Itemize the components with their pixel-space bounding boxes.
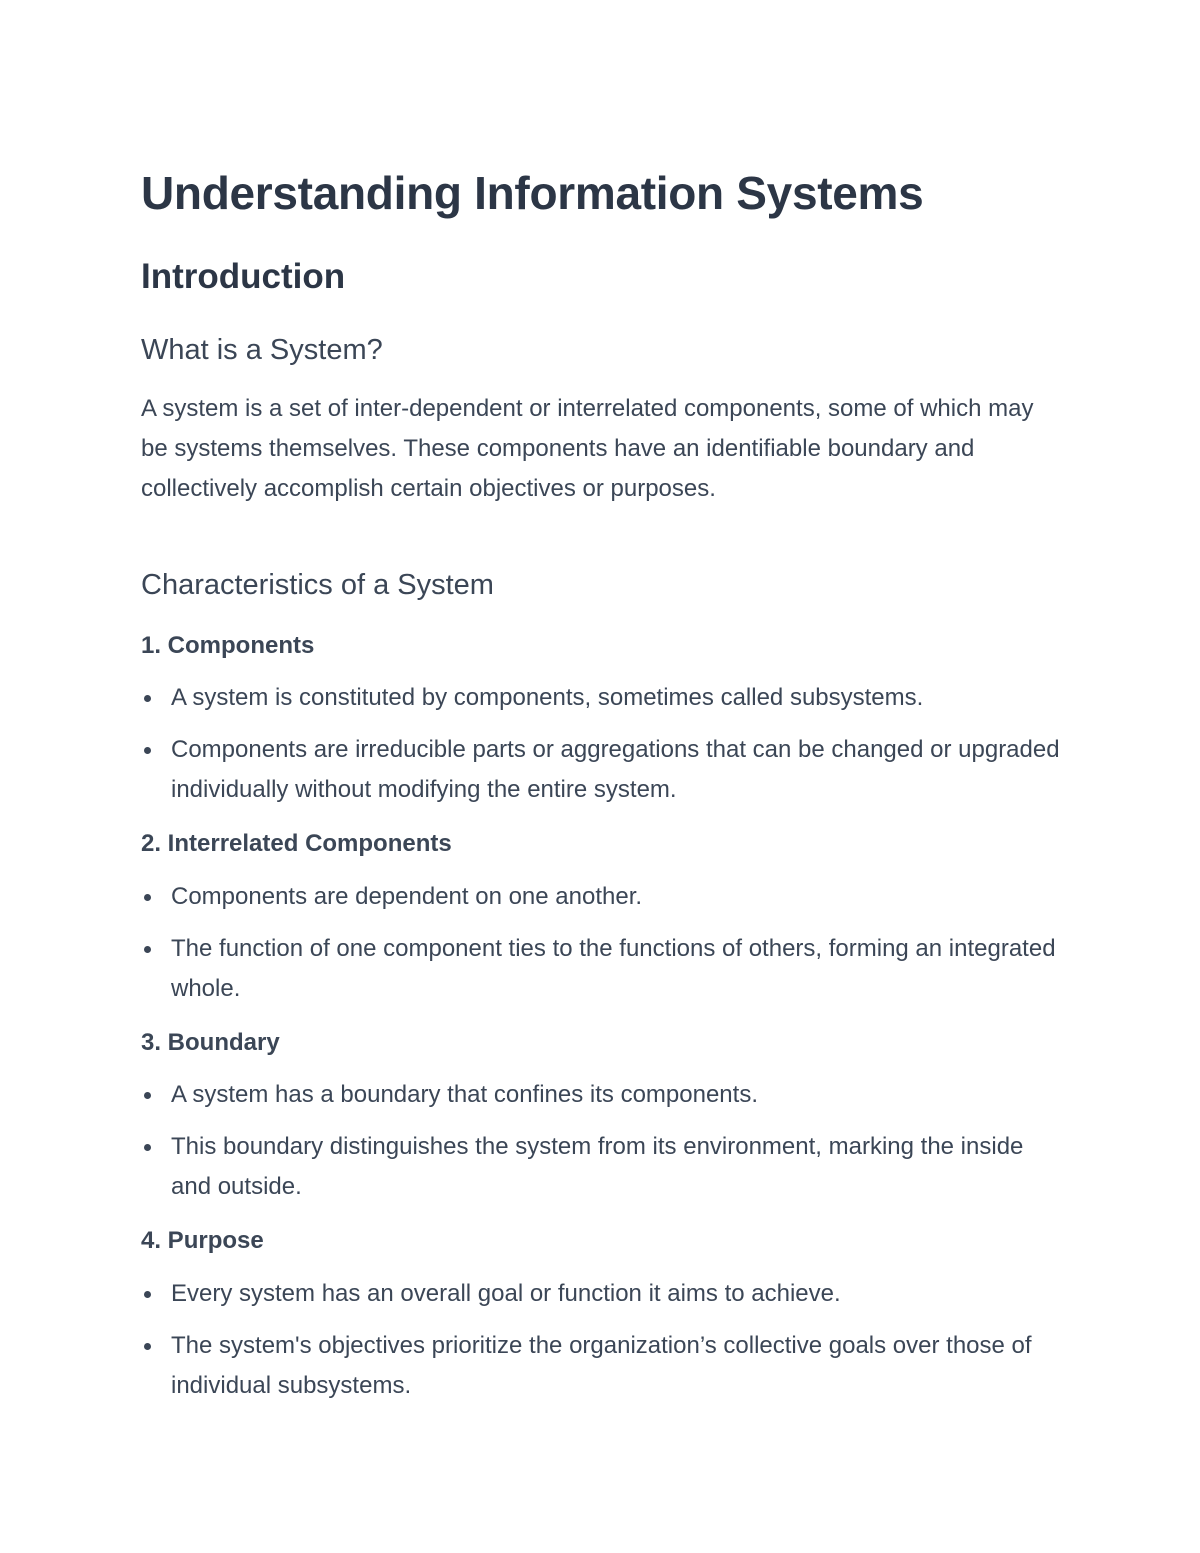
list-item: Components are dependent on one another. xyxy=(141,877,1066,917)
characteristic-list-boundary xyxy=(141,1075,1066,1219)
subsection-heading-characteristics: Characteristics of a System xyxy=(141,569,494,601)
bullet-icon xyxy=(144,747,151,754)
characteristic-list-interrelated xyxy=(141,877,1066,1021)
bullet-icon xyxy=(144,946,151,953)
characteristic-list-components xyxy=(141,678,1066,822)
bullet-icon xyxy=(144,1144,151,1151)
characteristic-heading-components: 1. Components xyxy=(141,632,315,659)
bullet-icon xyxy=(144,1291,151,1298)
list-item: A system is constituted by components, sometimes called subsystems. xyxy=(141,678,1066,718)
characteristic-heading-purpose: 4. Purpose xyxy=(141,1227,264,1254)
list-item: This boundary distinguishes the system from its environment, marking the inside and outside. xyxy=(141,1127,1066,1207)
list-item: The function of one component ties to the functions of others, forming an integrated whole. xyxy=(141,929,1066,1009)
section-heading-introduction: Introduction xyxy=(141,257,346,296)
characteristic-heading-boundary: 3. Boundary xyxy=(141,1029,280,1056)
list-item: Every system has an overall goal or function it aims to achieve. xyxy=(141,1274,1066,1314)
list-item: The system's objectives prioritize the organization’s collective goals over those of individual subsystems. xyxy=(141,1326,1066,1406)
bullet-icon xyxy=(144,1343,151,1350)
list-item: Components are irreducible parts or aggregations that can be changed or upgraded individually without modifying the entire system. xyxy=(141,730,1066,810)
bullet-icon xyxy=(144,894,151,901)
characteristic-heading-interrelated: 2. Interrelated Components xyxy=(141,830,452,857)
intro-paragraph: A system is a set of inter-dependent or interrelated components, some of which may be systems themselves. These components have an identifiable boundary and collectively accomplish certain objectives or purposes. xyxy=(141,395,1034,502)
subsection-heading-what-is-system: What is a System? xyxy=(141,334,383,366)
list-item: A system has a boundary that confines its components. xyxy=(141,1075,1066,1115)
document-title: Understanding Information Systems xyxy=(141,167,924,219)
characteristic-list-purpose xyxy=(141,1274,1066,1418)
bullet-icon xyxy=(144,1092,151,1099)
bullet-icon xyxy=(144,695,151,702)
